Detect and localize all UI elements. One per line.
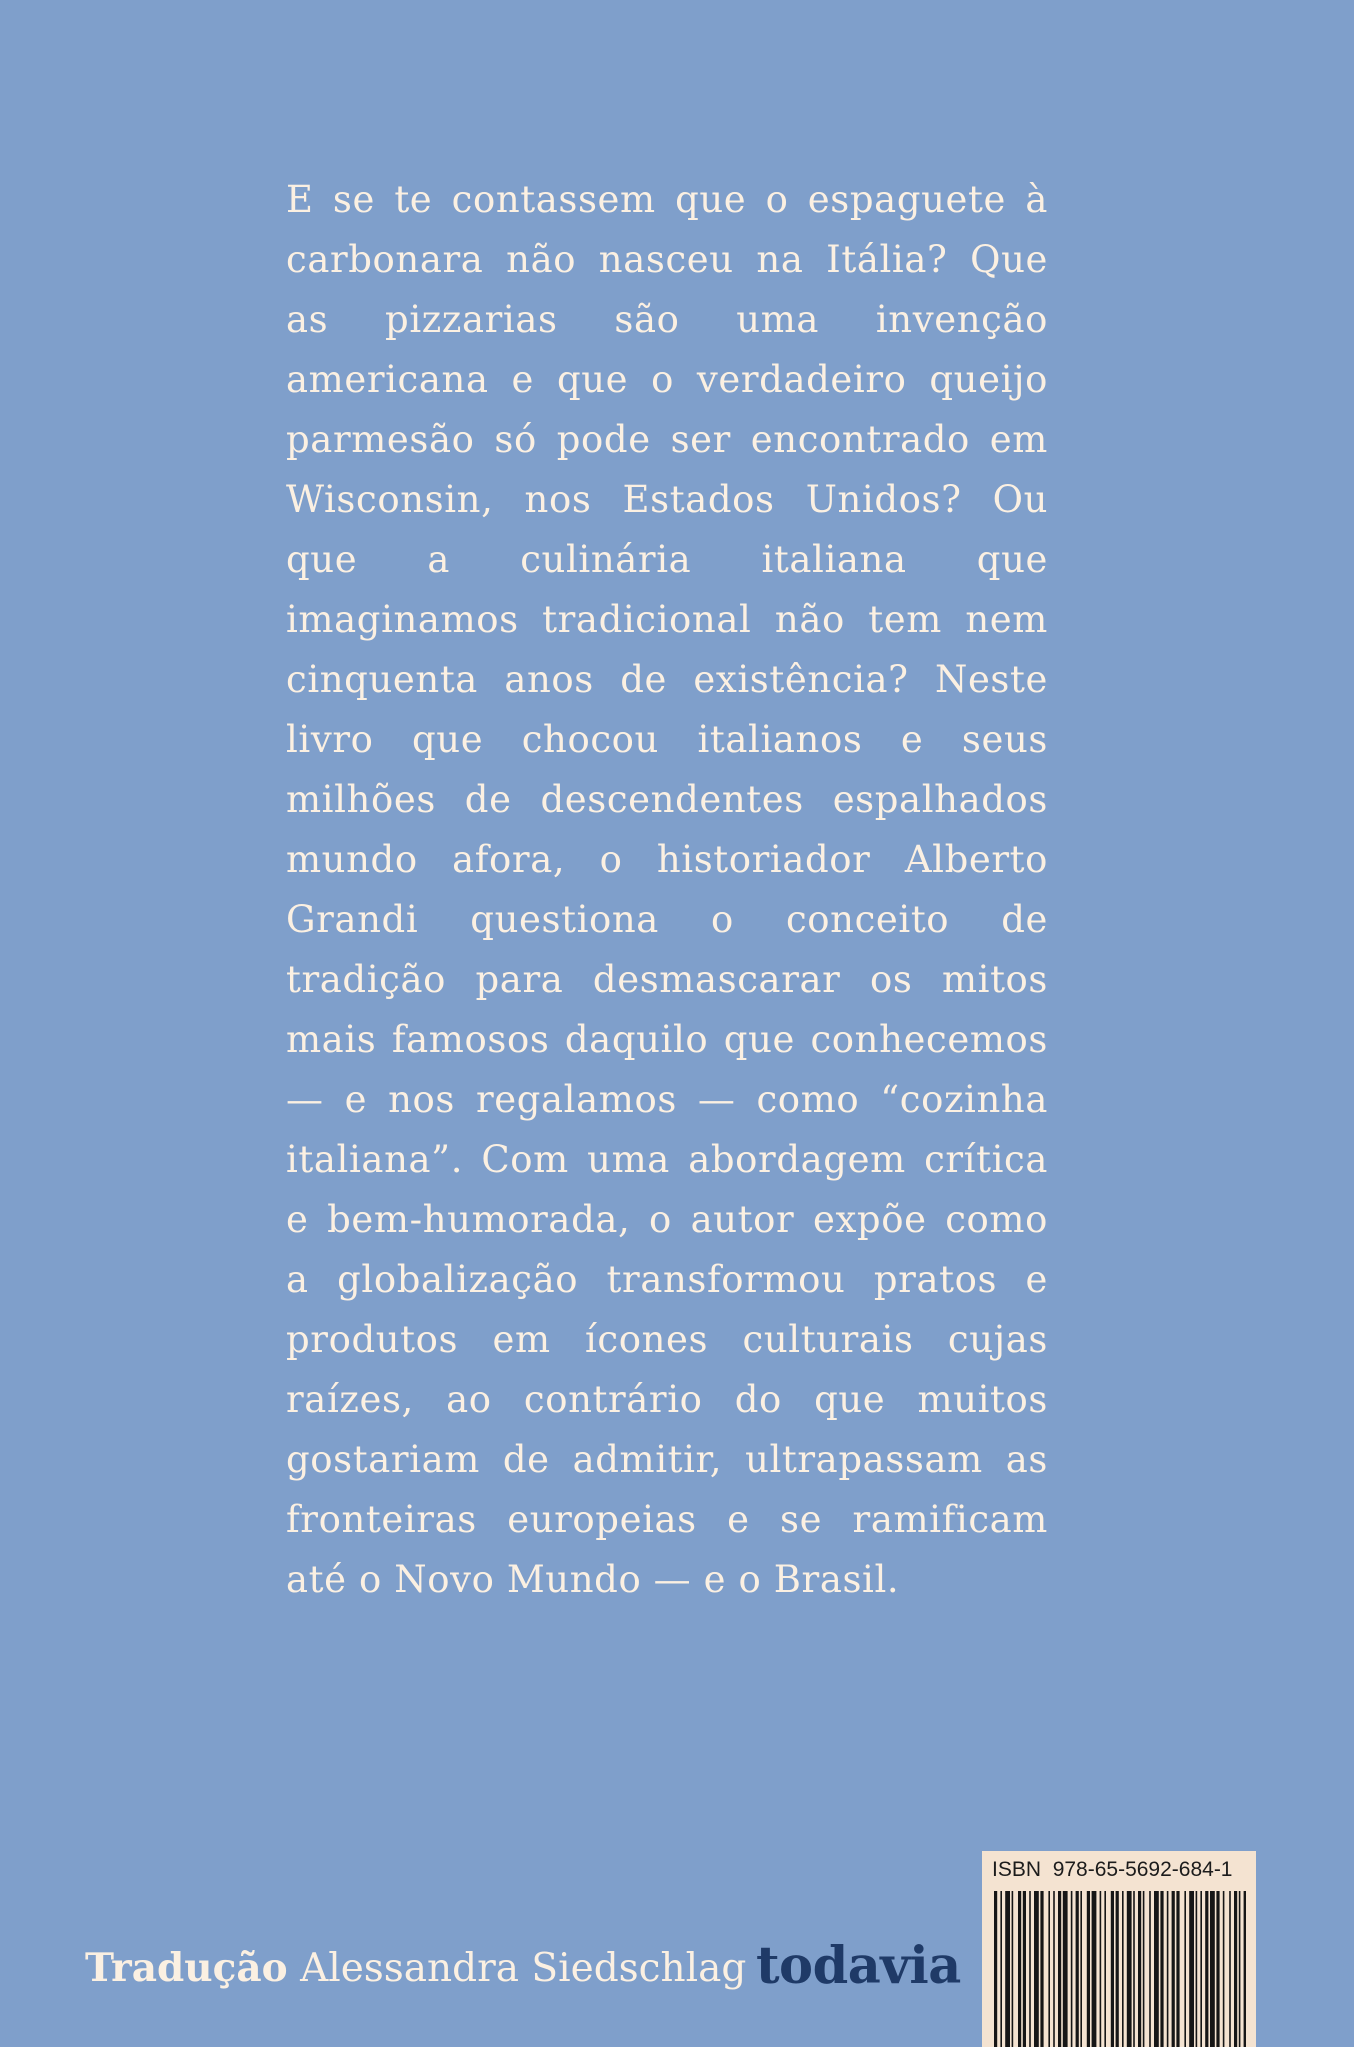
barcode-bar	[1040, 1891, 1043, 2047]
isbn-number: 978-65-5692-684-1	[1052, 1858, 1233, 1881]
barcode-bar	[1244, 1891, 1246, 2047]
barcode-bar	[1154, 1891, 1159, 2047]
barcode-bar	[1087, 1891, 1090, 2047]
barcode-bar	[1023, 1891, 1026, 2047]
barcode-icon	[994, 1891, 1246, 2047]
barcode-bar	[1189, 1891, 1194, 2047]
blurb-text: E se te contassem que o espaguete à carbonara não nasceu na Itália? Que as pizzarias são uma invenção americana e que o verdadeiro queijo parmesão só pode ser encontrado em Wisconsin, nos Estados Unidos? Ou que a culinária italiana que imaginamos tradicional não tem nem cinquenta anos de existência? Neste livro que chocou italianos e seus milhões de descendentes espalhados mundo afora, o historiador Alberto Grandi questiona o conceito de tradição para desmascarar os mitos mais famosos daquilo que conhecemos — e nos regalamos — como “cozinha italiana”. Com uma abordagem crítica e bem-humorada, o autor expõe como a globalização transformou pratos e produtos em ícones culturais cujas raízes, ao contrário do que muitos gostariam de admitir, ultrapassam as fronteiras europeias e se ramificam até o Novo Mundo — e o Brasil.	[286, 178, 1048, 1601]
barcode-bar	[1063, 1891, 1068, 2047]
barcode-bar	[1210, 1891, 1215, 2047]
translator-role: Tradução	[85, 1945, 288, 1991]
barcode-bar	[1133, 1891, 1135, 2047]
barcode-bar	[1172, 1891, 1175, 2047]
barcode-bar	[1116, 1891, 1119, 2047]
barcode-bar	[1234, 1891, 1237, 2047]
barcode-bar	[1138, 1891, 1141, 2047]
translator-credit	[85, 1944, 746, 1993]
barcode-bar	[1100, 1891, 1102, 2047]
barcode-bar	[1104, 1891, 1106, 2047]
barcode-bar	[1143, 1891, 1145, 2047]
isbn-prefix: ISBN	[992, 1858, 1042, 1881]
barcode-bar	[1092, 1891, 1097, 2047]
barcode-bar	[1058, 1891, 1061, 2047]
barcode-bar	[1200, 1891, 1202, 2047]
barcode-bar	[1176, 1891, 1179, 2047]
barcode-bar	[1034, 1891, 1039, 2047]
barcode-bar	[1053, 1891, 1055, 2047]
barcode-bar	[1111, 1891, 1114, 2047]
barcode-bar	[1127, 1891, 1132, 2047]
barcode-bar	[1012, 1891, 1014, 2047]
barcode-bar	[1048, 1891, 1050, 2047]
barcode-bar	[994, 1891, 997, 2047]
barcode-bar	[1029, 1891, 1031, 2047]
barcode-bar	[1122, 1891, 1124, 2047]
barcode-bar	[1196, 1891, 1198, 2047]
barcode-bar	[1223, 1891, 1225, 2047]
barcode-bar	[1184, 1891, 1186, 2047]
barcode-bar	[1160, 1891, 1163, 2047]
publisher-logo: todavia	[756, 1936, 961, 1996]
barcode-bar	[1239, 1891, 1241, 2047]
barcode-bar	[1149, 1891, 1151, 2047]
translator-name: Alessandra Siedschlag	[300, 1946, 747, 1991]
barcode-bar	[1000, 1891, 1002, 2047]
barcode-bar	[1205, 1891, 1208, 2047]
barcode-bar	[1216, 1891, 1219, 2047]
barcode-bar	[1080, 1891, 1082, 2047]
barcode-bar	[1167, 1891, 1169, 2047]
isbn-label	[992, 1857, 1233, 1883]
barcode-bar	[1229, 1891, 1231, 2047]
barcode-bar	[1071, 1891, 1073, 2047]
barcode-bar	[1018, 1891, 1021, 2047]
barcode-panel	[982, 1851, 1256, 2047]
barcode-bar	[1005, 1891, 1010, 2047]
barcode-bar	[1076, 1891, 1079, 2047]
